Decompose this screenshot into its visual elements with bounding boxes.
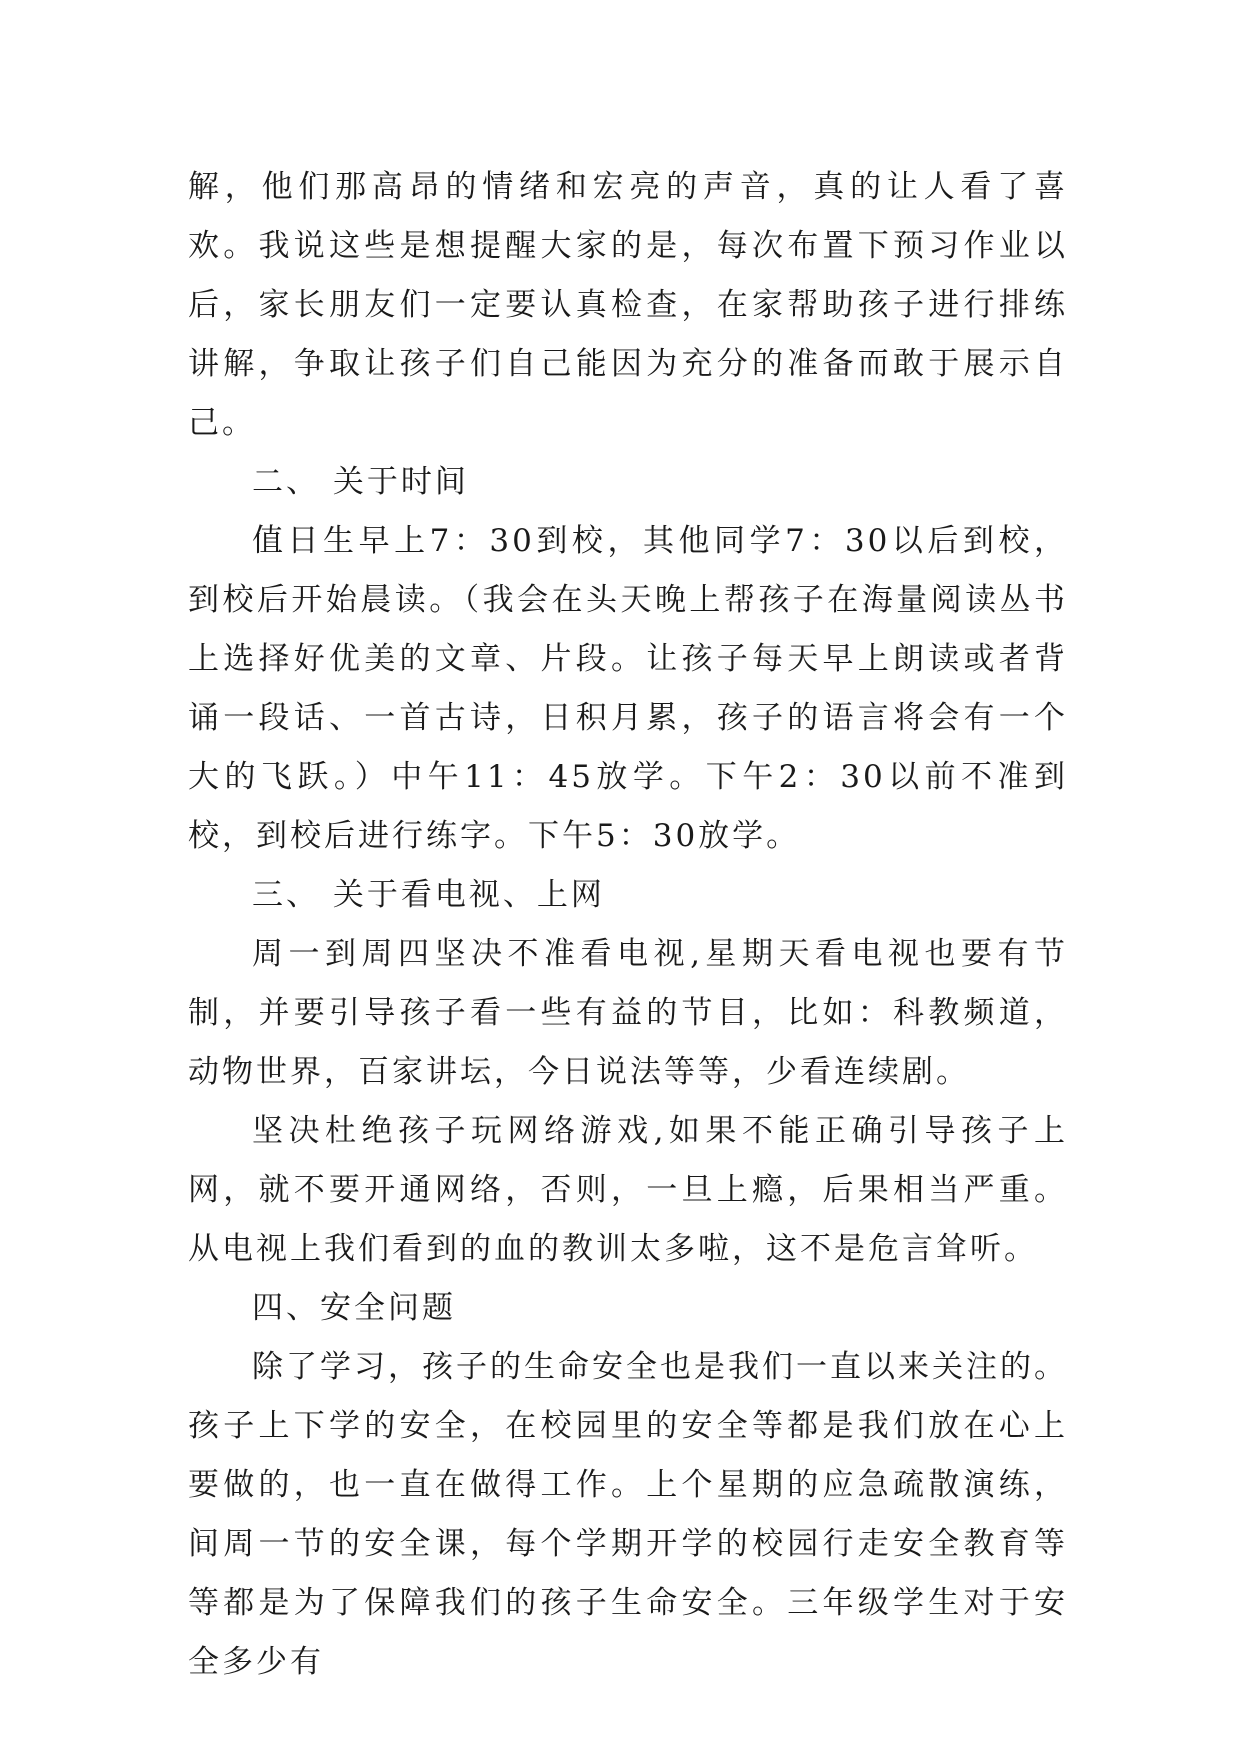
paragraph-continuation: 解，他们那高昂的情绪和宏亮的声音，真的让人看了喜欢。我说这些是想提醒大家的是，每次布置下预习作业以后，家长朋友们一定要认真检查，在家帮助孩子进行排练讲解，争取让孩子们自己能因为充分的准备而敢于展示自己。 [188,169,1068,441]
paragraph-tv: 周一到周四坚决不准看电视,星期天看电视也要有节制，并要引导孩子看一些有益的节目，比如：科教频道，动物世界，百家讲坛，今日说法等等，少看连续剧。 [188,936,1068,1090]
paragraph-time: 值日生早上7：30到校，其他同学7：30以后到校，到校后开始晨读。（我会在头天晚上帮孩子在海量阅读丛书上选择好优美的文章、片段。让孩子每天早上朗读或者背诵一段话、一首古诗，日积月累，孩子的语言将会有一个大的飞跃。）中午11：45放学。下午2：30以前不准到校，到校后进行练字。下午5：30放学。 [188,523,1068,854]
document-body [188,158,1068,1692]
section-heading-safety: 四、安全问题 [252,1290,456,1326]
section-heading-time: 二、 关于时间 [252,464,469,500]
paragraph-safety: 除了学习，孩子的生命安全也是我们一直以来关注的。孩子上下学的安全，在校园里的安全等都是我们放在心上要做的，也一直在做得工作。上个星期的应急疏散演练，间周一节的安全课，每个学期开学的校园行走安全教育等等都是为了保障我们的孩子生命安全。三年级学生对于安全多少有 [188,1349,1068,1680]
section-heading-tv-internet: 三、 关于看电视、上网 [252,877,605,913]
paragraph-internet: 坚决杜绝孩子玩网络游戏,如果不能正确引导孩子上网，就不要开通网络，否则，一旦上瘾，后果相当严重。从电视上我们看到的血的教训太多啦，这不是危言耸听。 [188,1113,1068,1267]
